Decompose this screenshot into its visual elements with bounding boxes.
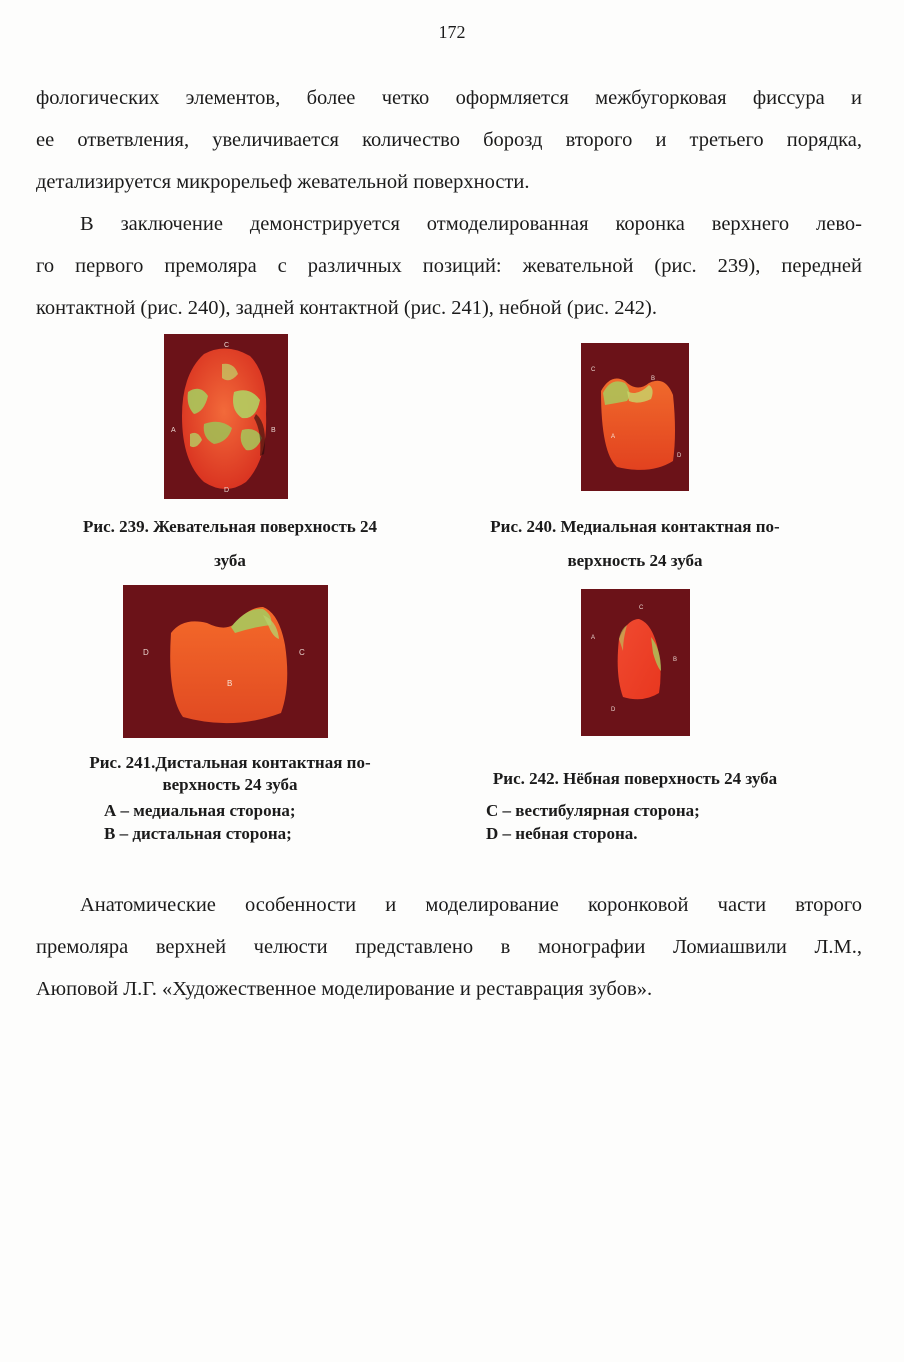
legend-b: В – дистальная сторона; (104, 824, 292, 843)
fig242-label-d: D (611, 707, 616, 713)
fig239-label-b: B (271, 427, 276, 434)
figure-241-caption-line-1: Рис. 241.Дистальная контактная по- (89, 753, 371, 772)
figure-240-caption-line-2: верхность 24 зуба (567, 551, 703, 570)
paragraph-1 (36, 77, 862, 203)
fig240-label-a: A (611, 434, 616, 440)
fig242-label-c: C (639, 605, 644, 611)
fig241-label-c: C (299, 648, 305, 657)
paragraph-1-line-1: фологических элементов, более четко оформляется межбугорковая фиссура и (36, 87, 862, 109)
figure-239-caption-line-1: Рис. 239. Жевательная поверхность 24 (82, 517, 378, 536)
fig239-label-a: A (171, 427, 176, 434)
paragraph-2-line-3: контактной (рис. 240), задней контактной (рис. 241), небной (рис. 242). (36, 297, 657, 319)
figure-241-image (123, 585, 328, 738)
figure-239-image (164, 334, 288, 499)
figure-240-caption (450, 510, 820, 578)
paragraph-1-line-3: детализируется микрорельеф жевательной поверхности. (36, 171, 530, 193)
paragraph-2-line-1: В заключение демонстрируется отмоделированная коронка верхнего лево- (80, 213, 862, 235)
fig240-label-c: C (591, 367, 596, 373)
legend-right (486, 799, 826, 845)
fig242-label-b: B (673, 657, 678, 663)
figure-239-caption (40, 510, 420, 578)
page-number: 172 (438, 22, 466, 42)
fig241-label-b: B (227, 679, 233, 688)
legend-c: С – вестибулярная сторона; (486, 801, 700, 820)
figure-241-caption-line-2: верхность 24 зуба (162, 775, 298, 794)
figure-240-caption-line-1: Рис. 240. Медиальная контактная по- (490, 517, 780, 536)
paragraph-3-line-2: премоляра верхней челюсти представлено в монографии Ломиашвили Л.М., (36, 936, 862, 958)
figure-242-image (581, 589, 690, 736)
figure-241-caption (50, 752, 410, 796)
legend-a: А – медиальная сторона; (104, 801, 296, 820)
fig239-label-c: C (224, 342, 230, 349)
paragraph-2 (36, 203, 862, 329)
fig239-label-d: D (224, 487, 230, 494)
legend-left (100, 799, 420, 845)
fig242-label-a: A (591, 635, 596, 641)
fig240-label-b: B (651, 376, 656, 382)
paragraph-1-line-2: ее ответвления, увеличивается количество борозд второго и третьего порядка, (36, 129, 862, 151)
figure-239-caption-line-2: зуба (214, 551, 246, 570)
fig240-label-d: D (677, 453, 682, 459)
legend-d: D – небная сторона. (486, 824, 638, 843)
paragraph-3 (36, 884, 862, 1010)
paragraph-3-line-1: Анатомические особенности и моделирование коронковой части второго (80, 894, 862, 916)
figure-242-caption: Рис. 242. Нёбная поверхность 24 зуба (492, 769, 778, 788)
paragraph-2-line-2: го первого премоляра с различных позиций: жевательной (рис. 239), передней (36, 255, 862, 277)
fig241-label-d: D (143, 648, 149, 657)
figure-240-image (581, 343, 689, 491)
paragraph-3-line-3: Аюповой Л.Г. «Художественное моделирование и реставрация зубов». (36, 978, 653, 1000)
